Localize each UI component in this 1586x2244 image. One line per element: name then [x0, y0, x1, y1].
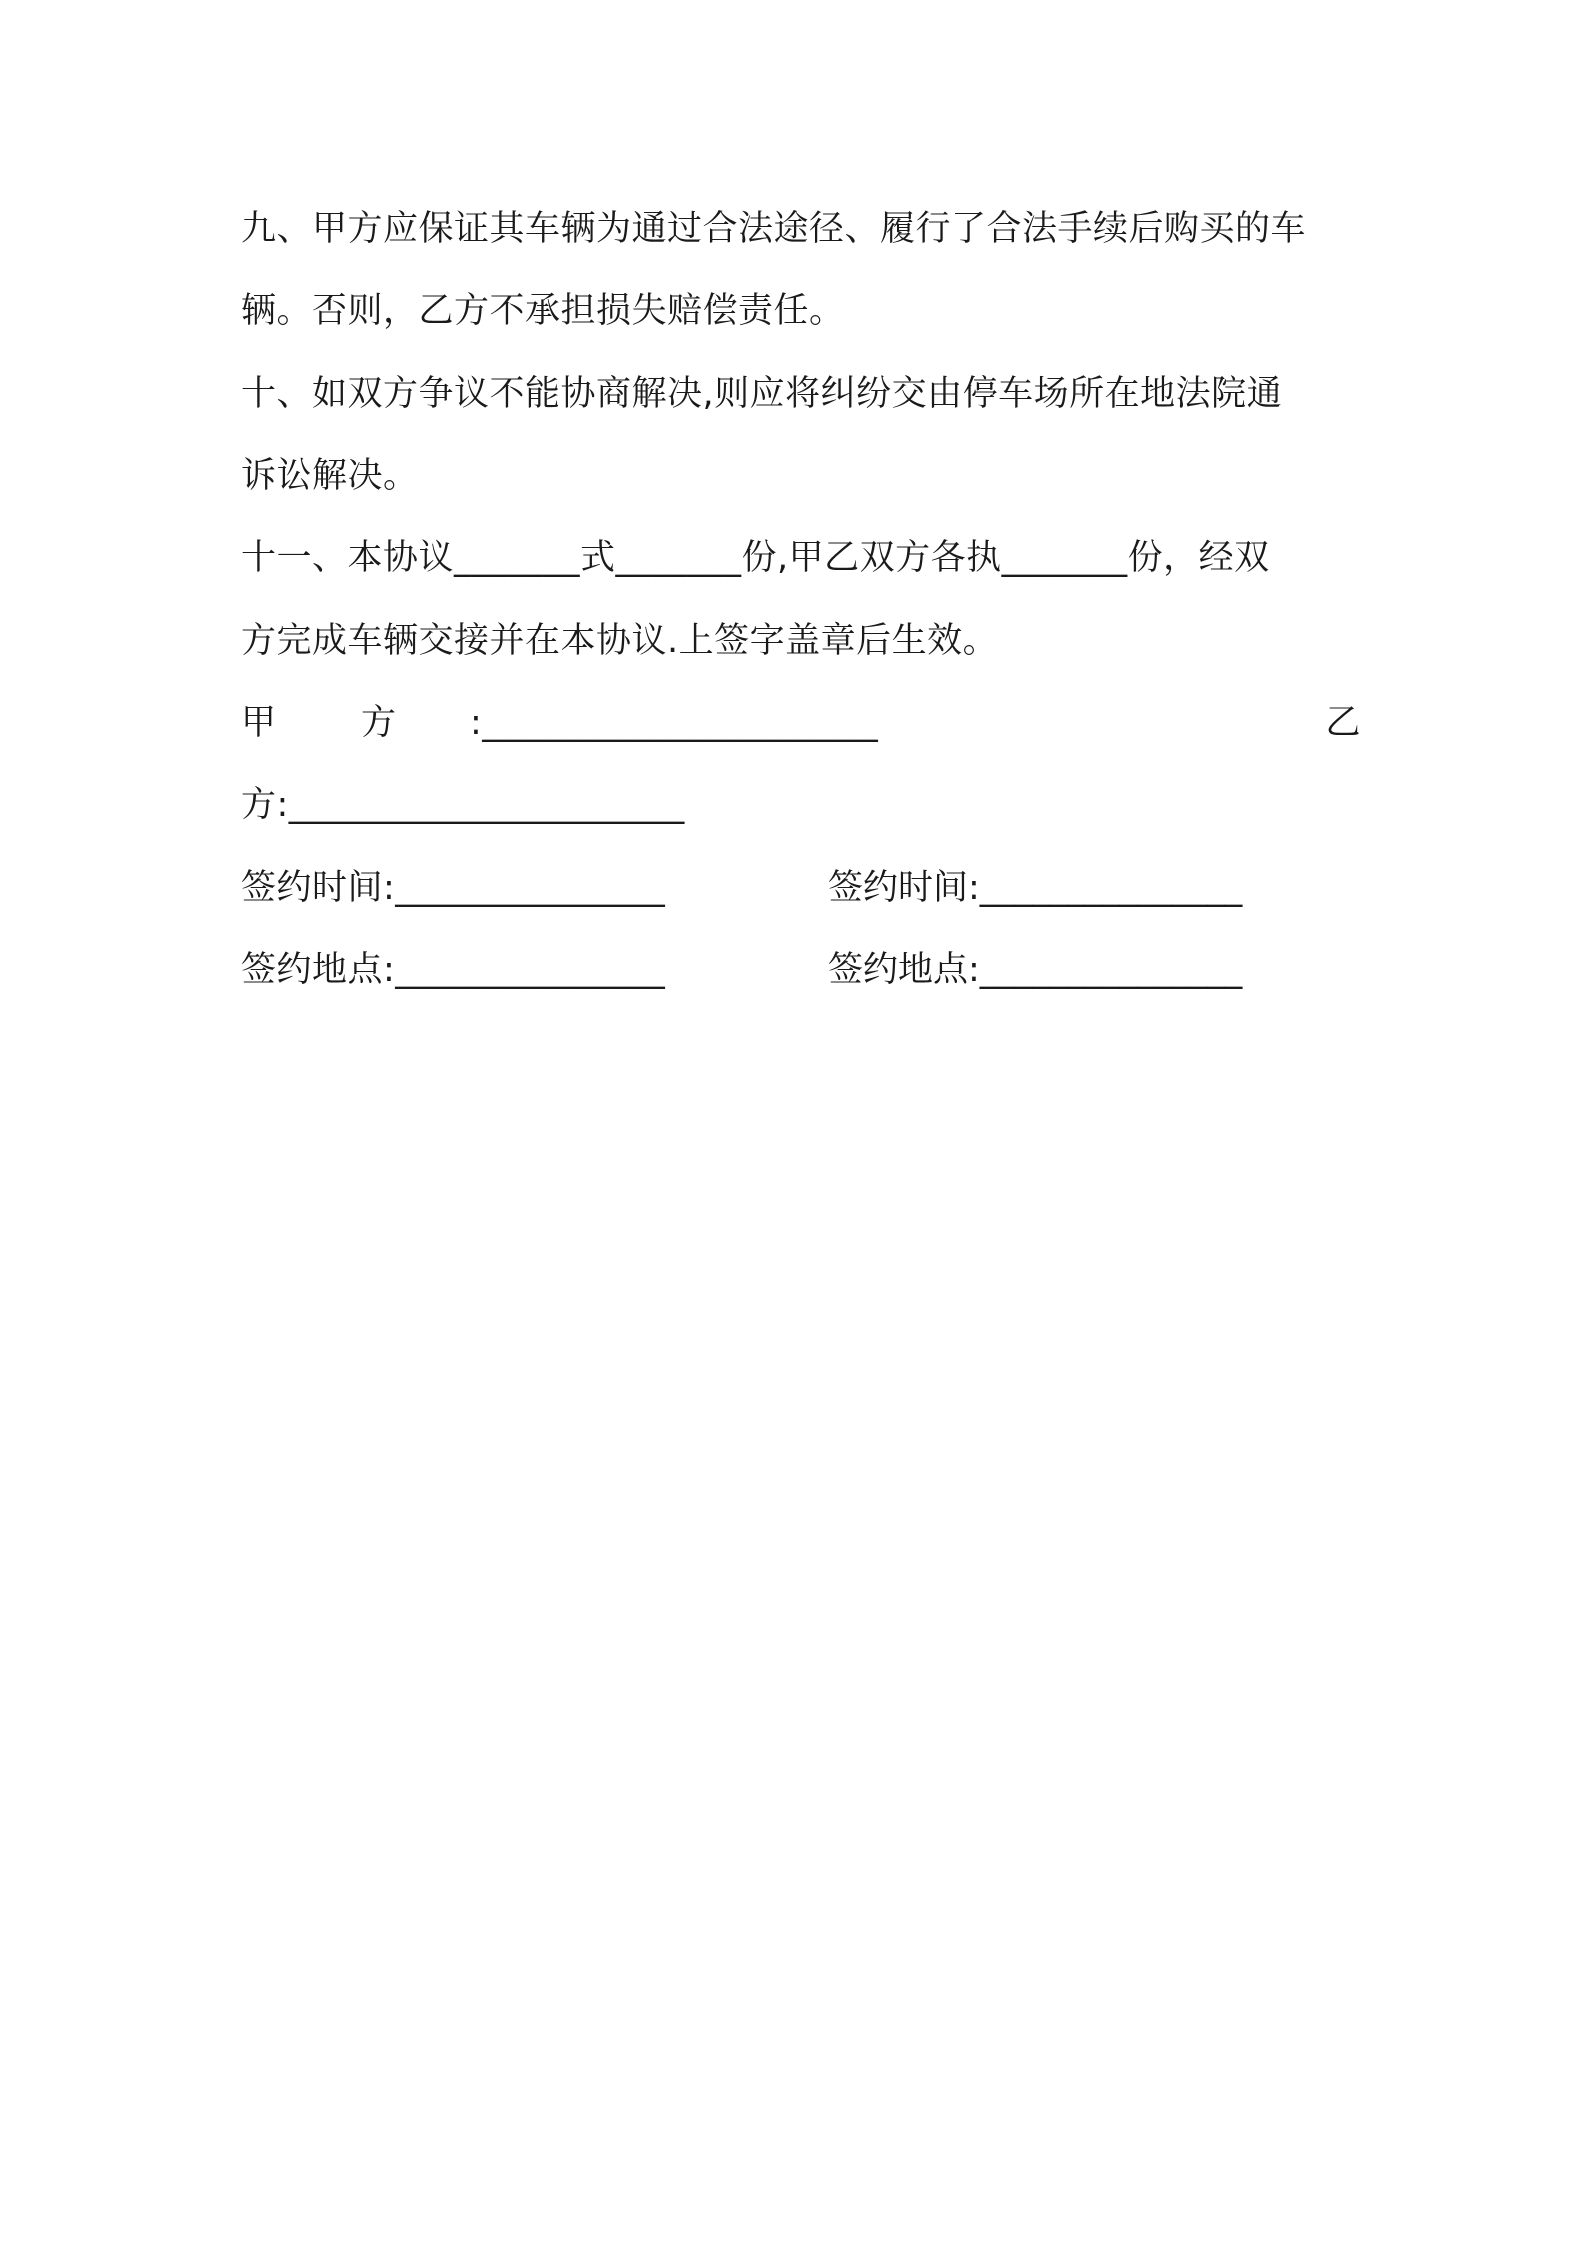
right-signing-time: 签约时间:_______________	[828, 868, 1243, 908]
party-a-signature-line	[241, 699, 1361, 747]
right-signing-place: 签约地点:_______________	[828, 950, 1243, 990]
left-signing-place: 签约地点:_______________	[241, 950, 666, 990]
clause-eleven-line-1: 十一、本协议_______式_______份,甲乙双方各执_______份，经双	[241, 538, 1270, 578]
clause-nine-line-1: 九、甲方应保证其车辆为通过合法途径、履行了合法手续后购买的车	[241, 209, 1307, 249]
party-b-signature-blank: 方:______________________	[241, 785, 685, 825]
clause-eleven-line-2: 方完成车辆交接并在本协议.上签字盖章后生效。	[241, 621, 999, 661]
party-a-label-char-1: 甲	[241, 703, 277, 743]
clause-nine-line-2: 辆。否则，乙方不承担损失赔偿责任。	[241, 291, 845, 331]
party-a-label-char-2: 方	[361, 703, 397, 743]
clause-ten-line-1: 十、如双方争议不能协商解决,则应将纠纷交由停车场所在地法院通	[241, 374, 1283, 414]
left-signing-time: 签约时间:_______________	[241, 868, 666, 908]
party-a-signature-blank: :______________________	[470, 703, 879, 743]
clause-ten-line-2: 诉讼解决。	[241, 456, 419, 496]
party-b-label-char-1: 乙	[1325, 703, 1361, 743]
